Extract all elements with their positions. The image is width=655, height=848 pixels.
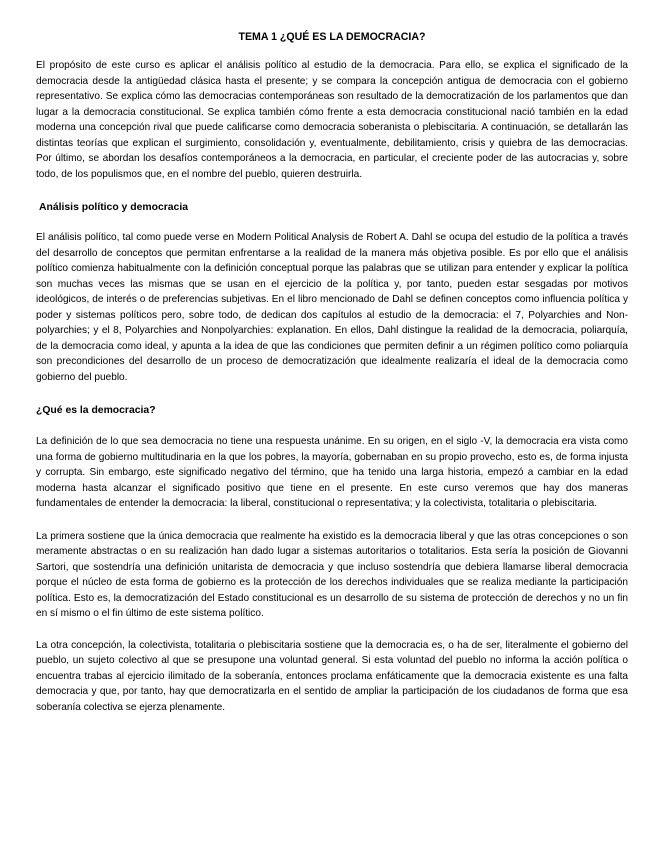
section-heading-que-es: ¿Qué es la democracia? [36, 405, 156, 416]
section-que-es-paragraph-3: La otra concepción, la colectivista, totalitaria o plebiscitaria sostiene que la democracia es, o ha de ser, literalmente el gobierno del pueblo, un sujeto colectivo al que se presupone una voluntad general. Si esta voluntad del pueblo no informa la acción política o encuentra trabas al ejercicio ilimitado de la soberanía, entonces proclama enfáticamente que la democracia existente es una falta democracia y que, por tanto, hay que democratizarla en el sentido de ampliar la participación de los ciudadanos de forma que esa soberanía colectiva se ejerza plenamente. [36, 639, 628, 713]
page-title: TEMA 1 ¿QUÉ ES LA DEMOCRACIA? [238, 31, 426, 43]
section-que-es-paragraph-1: La definición de lo que sea democracia no tiene una respuesta unánime. En su origen, en el siglo -V, la democracia era vista como una forma de gobierno multitudinaria en la que los pobres, la mayoría, gobernaban en su propio provecho, esto es, de forma injusta y corrupta. Sin embargo, este significado negativo del término, que ha tenido una larga historia, empezó a cambiar en la edad moderna hasta alcanzar el significado positivo que tiene en el presente. En este curso veremos que hay dos maneras fundamentales de entender la democracia: la liberal, constitucional o representativa; y la colectivista, totalitaria o plebiscitaria. [36, 436, 628, 509]
section-analisis-paragraph: El análisis político, tal como puede verse en Modern Political Analysis de Robert A. Dahl se ocupa del estudio de la política a través del desarrollo de conceptos que permitan enfrentarse a la realidad de la manera más objetiva posible. Es por ello que el análisis político comienza habitualmente con la definición conceptual porque las palabras que se utilizan para entender y explicar la política son muchas veces las mismas que se usan en el ejercicio de la política y, por tanto, pueden estar sesgadas por motivos ideológicos, de interés o de preferencias subjetivas. En el libro mencionado de Dahl se definen conceptos como influencia política y poder y sistemas políticos pero, sobre todo, de dedican dos capítulos al estudio de la democracia: el 7, Polyarchies and Non-polyarchies; y el 8, Polyarchies and Nonpolyarchies: explanation. En ellos, Dahl distingue la realidad de la democracia, poliarquía, de la democracia como ideal, y apunta a la idea de que las condiciones que permiten definir a un régimen político como poliarquía son precondiciones del desarrollo de un proceso de democratización que idealmente realizaría el ideal de la democracia como gobierno del pueblo. [36, 232, 628, 383]
section-heading-analisis: Análisis político y democracia [39, 202, 188, 213]
section-que-es-paragraph-2: La primera sostiene que la única democracia que realmente ha existido es la democracia liberal y que las otras concepciones o son meramente abstractas o en su realización han dado lugar a sistemas autoritarios o totalitarios. Esta sería la posición de Giovanni Sartori, que sostendría una definición unitarista de democracia y que incluso sostendría que debiera llamarse liberal democracia porque el núcleo de esta forma de gobierno es la protección de los derechos individuales que se realiza mediante la participación política. Esto es, la democratización del Estado constitucional es un desarrollo de su sistema de protección de derechos y no un fin en sí mismo o el fin último de este sistema político. [36, 530, 628, 619]
intro-paragraph: El propósito de este curso es aplicar el análisis político al estudio de la democracia. Para ello, se explica el significado de la democracia desde la antigüedad clásica hasta el presente; y se compara la concepción antigua de democracia con el gobierno representativo. Se explica cómo las democracias contemporáneas son resultado de la democratización de los parlamentos que dan lugar a la democracia constitucional. Se explica también cómo frente a esta democracia constitucional nació también en la edad moderna una concepción rival que puede calificarse como democracia soberanista o plebiscitaria. A continuación, se detallarán las distintas teorías que explican el surgimiento, consolidación y, eventualmente, debilitamiento, crisis y quiebra de las democracias. Por último, se abordan los desafíos contemporáneos a la democracia, en particular, el creciente poder de las autocracias y, sobre todo, de los populismos que, en el nombre del pueblo, quieren destruirla. [36, 60, 628, 180]
